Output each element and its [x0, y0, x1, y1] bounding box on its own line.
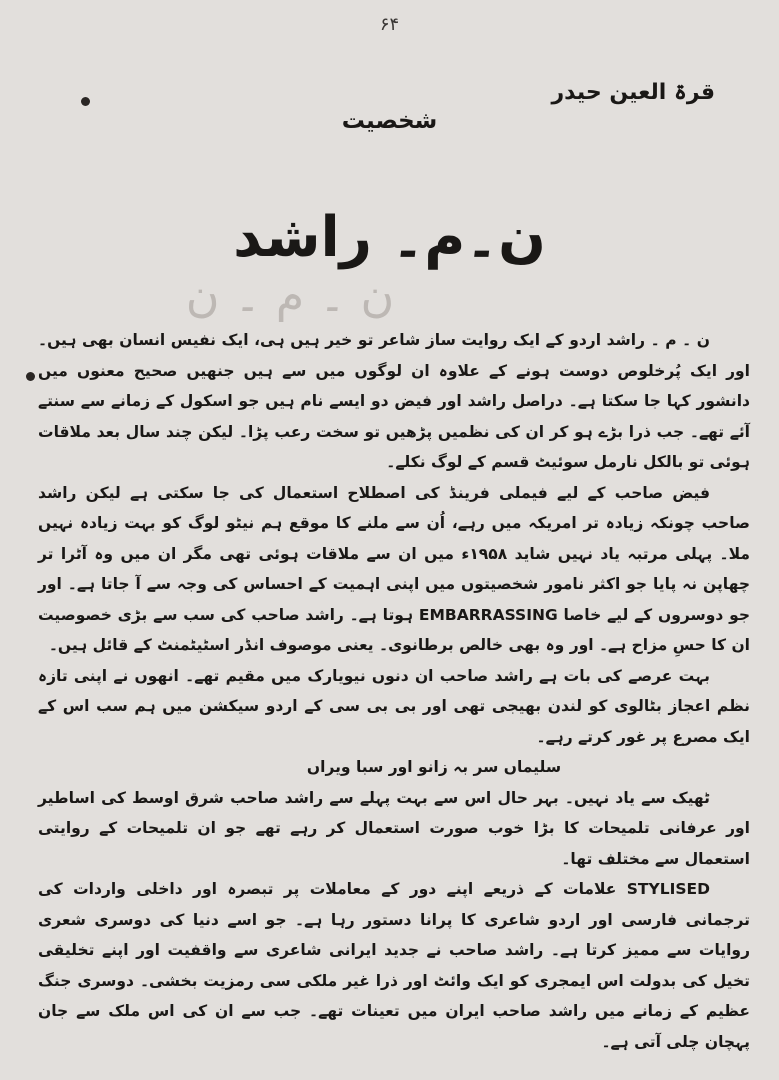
- author-name: قرۃ العین حیدر: [551, 80, 715, 105]
- paragraph: فیض صاحب کے لیے فیملی فرینڈ کی اصطلاح استعمال کی جا سکتی ہے لیکن راشد صاحب چونکہ زیادہ تر امریکہ میں رہے، اُن سے ملنے کا موقع ہم نیٹو لوگ کو بہت زیادہ نہیں ملا۔ پہلی مرتبہ یاد نہیں شاید ۱۹۵۸ء میں ان سے ملاقات ہوئی تھی مگر ان میں وہ آٹرا تر چھاپن نہ پایا جو اکثر نامور شخصیتوں میں اپنی اہمیت کے احساس کی وجہ سے آ جاتا ہے۔ اور جو دوسروں کے لیے خاصا EMBARRASSING ہوتا ہے۔ راشد صاحب کی سب سے بڑی خصوصیت ان کا حسِ مزاح ہے۔ اور وہ بھی خالص برطانوی۔ یعنی موصوف انڈر اسٹیٹمنٹ کے قائل ہیں۔: [38, 483, 750, 654]
- paragraph: ن ۔ م ۔ راشد اردو کے ایک روایت ساز شاعر تو خیر ہیں ہی، ایک نفیس انسان بھی ہیں۔ اور ایک پُرخلوص دوست ہونے کے علاوہ ان لوگوں میں سے ہیں جنھیں صحیح معنوں میں دانشور کہا جا سکتا ہے۔ دراصل راشد اور فیض دو ایسے نام ہیں جو اسکول کے زمانے سے سنتے آئے تھے۔ جب ذرا بڑے ہو کر ان کی نظمیں پڑھیں تو سخت رعب پڑا۔ لیکن چند سال بعد ملاقات ہوئی تو بالکل نارمل سوئیٹ قسم کے لوگ نکلے۔: [38, 331, 750, 471]
- page-number: ۶۴: [379, 14, 400, 35]
- verse-line: سلیماں سر بہ زانو اور سبا ویراں: [306, 758, 562, 776]
- ink-spot: [26, 372, 35, 381]
- paragraph: بہت عرصے کی بات ہے راشد صاحب ان دنوں نیویارک میں مقیم تھے۔ انھوں نے اپنی تازہ نظم اعجاز بٹالوی کو لندن بھیجی تھی اور بی بی سی کے اردو سیکشن میں ہم سب اس کے ایک مصرع پر غور کرتے رہے۔: [38, 666, 750, 746]
- show-through-text: ن ۔ م ۔ ن: [185, 268, 395, 322]
- article-title: ن۔م۔ راشد: [233, 205, 546, 270]
- paragraph: STYLISED علامات کے ذریعے اپنے دور کے معاملات پر تبصرہ اور داخلی واردات کی ترجمانی فارسی اور اردو شاعری کا پرانا دستور رہا ہے۔ جو اسے دنیا کی دوسری شعری روایات سے ممیز کرتا ہے۔ راشد صاحب نے جدید ایرانی شاعری سے واقفیت اور اپنے تخلیقی تخیل کی بدولت اس ایمجری کو ایک وائٹ اور ذرا غیر ملکی سی رمزیت بخشی۔ دوسری جنگ عظیم کے زمانے میں راشد صاحب ایران میں تعینات تھے۔ جب سے ان کی اس ملک سے جان پہچان چلی آتی ہے۔: [38, 880, 750, 1051]
- paragraph: ٹھیک سے یاد نہیں۔ بہر حال اس سے بہت پہلے سے راشد صاحب شرق اوسط کی اساطیر اور عرفانی تلمیحات کا بڑا خوب صورت استعمال کر رہے تھے جو ان تلمیحات کے روایتی استعمال سے مختلف تھا۔: [38, 788, 750, 868]
- article-body: [38, 325, 750, 1057]
- section-heading: شخصیت: [341, 108, 438, 134]
- ink-spot: [81, 97, 90, 106]
